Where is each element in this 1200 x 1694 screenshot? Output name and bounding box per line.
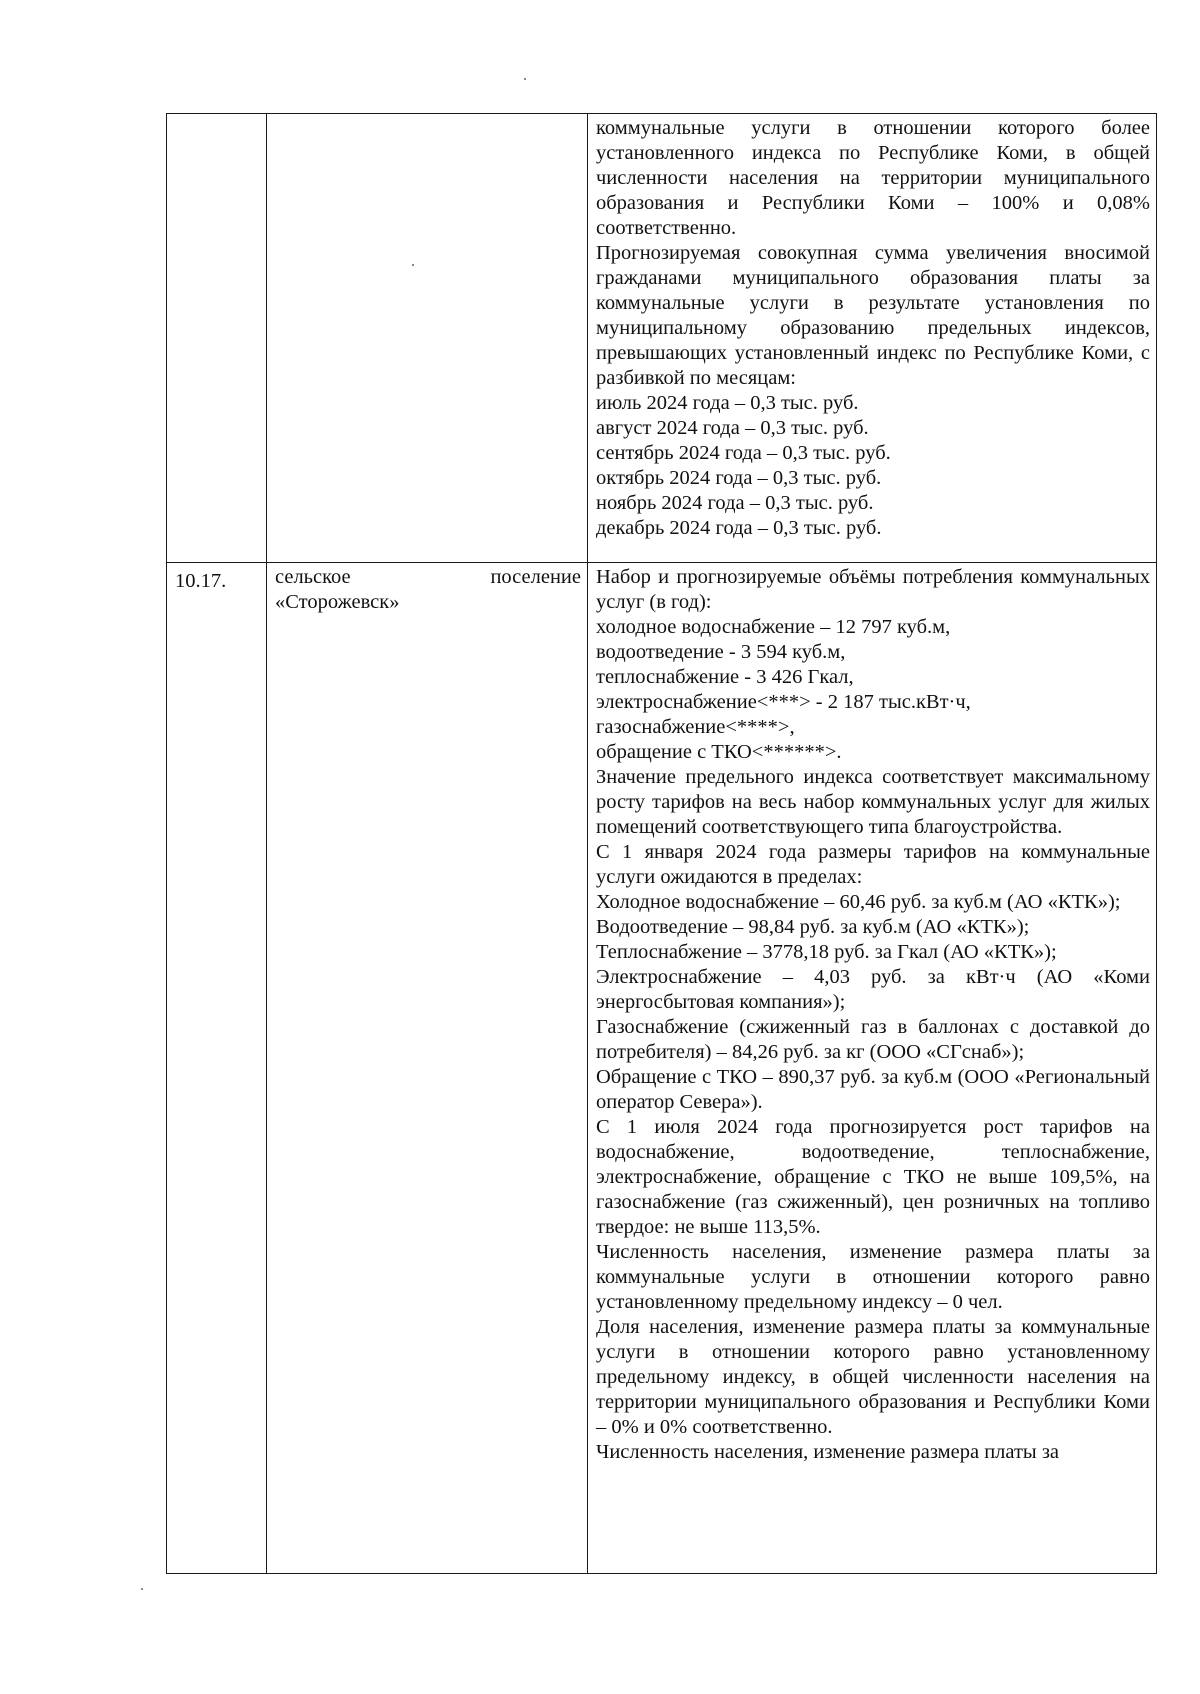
volume-line: холодное водоснабжение – 12 797 куб.м,: [596, 616, 951, 638]
volume-line: водоотведение - 3 594 куб.м,: [596, 641, 846, 663]
volume-line: обращение с ТКО<******>.: [596, 741, 842, 763]
scan-speck: [524, 78, 526, 80]
description-cell: [588, 563, 1157, 1574]
tariff-line: Водоотведение – 98,84 руб. за куб.м (АО «КТК»);: [596, 916, 1030, 938]
row-number-cell: 10.17.: [167, 563, 267, 1574]
month-line: декабрь 2024 года – 0,3 тыс. руб.: [596, 517, 882, 539]
population-share-paragraph: Доля населения, изменение размера платы за коммунальные услуги в отношении которого равно установленному предельному индексу, в общей численности населения на территории муниципального образования и Республики Коми – 0% и 0% соответственно.: [596, 1316, 1150, 1438]
tariff-line: Обращение с ТКО – 890,37 руб. за куб.м (ООО «Региональный оператор Севера»).: [596, 1066, 1150, 1113]
volume-line: электроснабжение<***> - 2 187 тыс.кВт·ч,: [596, 691, 971, 713]
tariff-line: Холодное водоснабжение – 60,46 руб. за куб.м (АО «КТК»);: [596, 891, 1121, 913]
tariff-line: Газоснабжение (сжиженный газ в баллонах с доставкой до потребителя) – 84,26 руб. за кг (ООО «СГснаб»);: [596, 1016, 1150, 1063]
population-count-paragraph: Численность населения, изменение размера платы за коммунальные услуги в отношении которого равно установленному предельному индексу – 0 чел.: [596, 1241, 1150, 1313]
table-row: [167, 563, 1157, 1574]
consumption-intro: Набор и прогнозируемые объёмы потребления коммунальных услуг (в год):: [596, 566, 1150, 613]
settlement-name: «Сторожевск»: [275, 591, 400, 613]
settlement-cell: [267, 563, 588, 1574]
month-line: ноябрь 2024 года – 0,3 тыс. руб.: [596, 492, 874, 514]
month-line: август 2024 года – 0,3 тыс. руб.: [596, 417, 869, 439]
month-line: июль 2024 года – 0,3 тыс. руб.: [596, 392, 859, 414]
tariff-line: Теплоснабжение – 3778,18 руб. за Гкал (АО «КТК»);: [596, 941, 1057, 963]
population-count-paragraph: Численность населения, изменение размера платы за: [596, 1441, 1060, 1463]
month-line: сентябрь 2024 года – 0,3 тыс. руб.: [596, 442, 891, 464]
volume-line: теплоснабжение - 3 426 Гкал,: [596, 666, 854, 688]
index-paragraph: Значение предельного индекса соответствует максимальному росту тарифов на весь набор коммунальных услуг для жилых помещений соответствующего типа благоустройства.: [596, 766, 1150, 838]
forecast-increase-paragraph: Прогнозируемая совокупная сумма увеличения вносимой гражданами муниципального образования платы за коммунальные услуги в результате установления по муниципальному образованию предельных индексов, превышающих установленный индекс по Республике Коми, с разбивкой по месяцам:: [596, 242, 1150, 389]
settlement-type-word: сельское: [275, 566, 351, 588]
table-row: [167, 114, 1157, 563]
tariff-line: Электроснабжение – 4,03 руб. за кВт·ч (АО «Коми энергосбытовая компания»);: [596, 966, 1150, 1013]
tariff-table: [166, 113, 1157, 1574]
volume-line: газоснабжение<****>,: [596, 716, 795, 738]
description-cell: [588, 114, 1157, 563]
settlement-type: [275, 565, 581, 590]
population-share-paragraph: коммунальные услуги в отношении которого более установленного индекса по Республике Коми, в общей численности населения на территории муниципального образования и Республики Коми – 100% и 0,08% соответственно.: [596, 117, 1150, 239]
settlement-cell: [267, 114, 588, 563]
row-number-cell: [167, 114, 267, 563]
tariff-intro-paragraph: С 1 января 2024 года размеры тарифов на коммунальные услуги ожидаются в пределах:: [596, 841, 1150, 888]
settlement-type-word: поселение: [490, 566, 581, 588]
month-line: октябрь 2024 года – 0,3 тыс. руб.: [596, 467, 882, 489]
scan-speck: [141, 1588, 143, 1590]
tariff-growth-paragraph: С 1 июля 2024 года прогнозируется рост тарифов на водоснабжение, водоотведение, теплоснабжение, электроснабжение, обращение с ТКО не выше 109,5%, на газоснабжение (газ сжиженный), цен розничных на топливо твердое: не выше 113,5%.: [596, 1116, 1150, 1238]
